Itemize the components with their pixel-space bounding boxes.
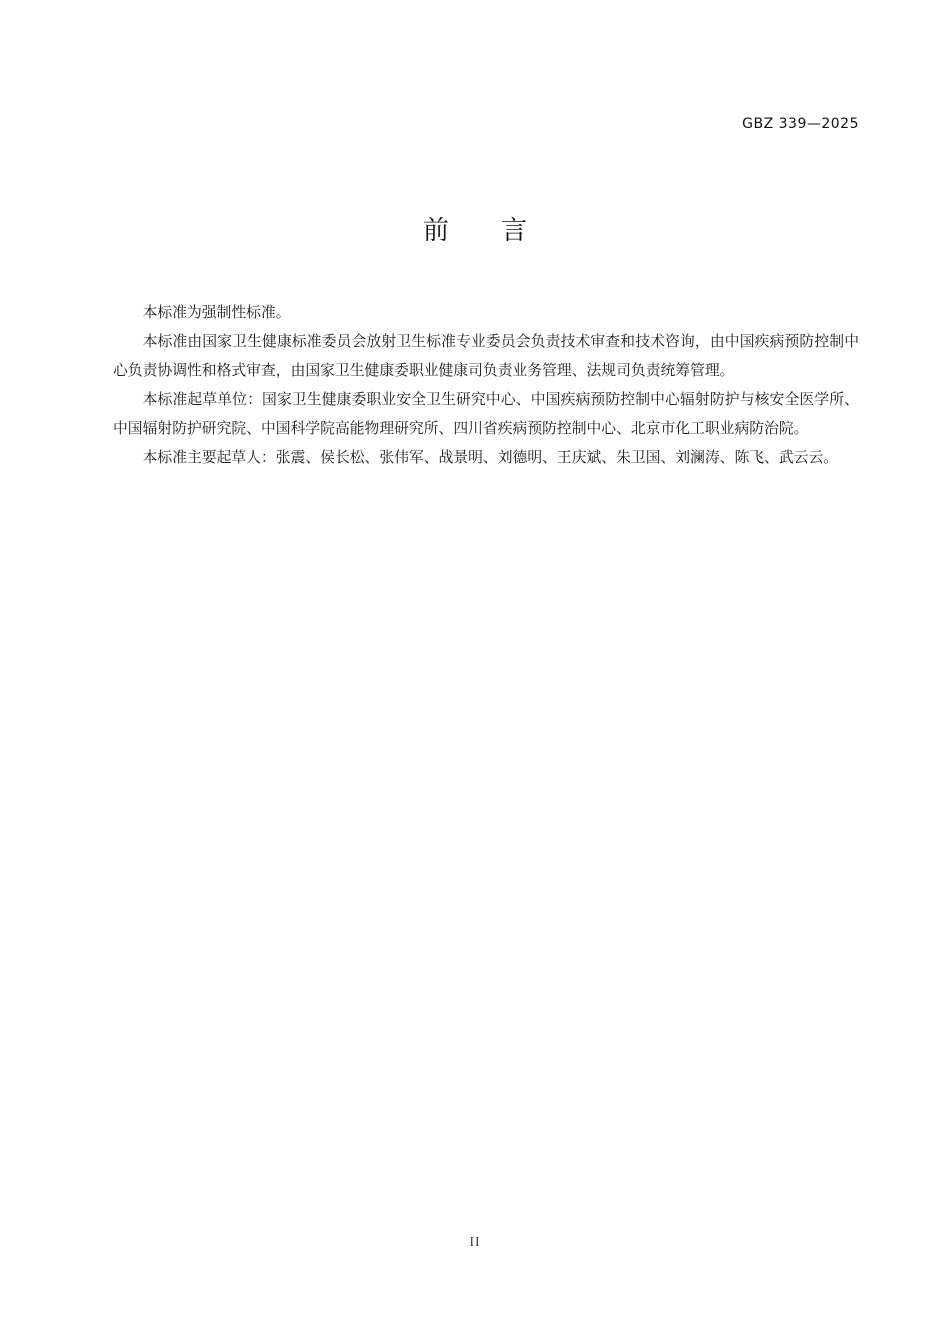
paragraph-drafters: 本标准主要起草人：张震、侯长松、张伟军、战景明、刘德明、王庆斌、朱卫国、刘澜涛、陈飞、武云云。 — [142, 449, 839, 466]
paragraph-responsibility: 本标准由国家卫生健康标准委员会放射卫生标准专业委员会负责技术审查和技术咨询，由中国疾病预防控制中心负责协调性和格式审查，由国家卫生健康委职业健康司负责业务管理、法规司负责统筹管理。 — [113, 333, 859, 379]
paragraph-drafting-units: 本标准起草单位：国家卫生健康委职业安全卫生研究中心、中国疾病预防控制中心辐射防护与核安全医学所、中国辐射防护研究院、中国科学院高能物理研究所、四川省疾病预防控制中心、北京市化工职业病防治院。 — [113, 391, 859, 437]
page-number: II — [469, 1235, 481, 1250]
foreword-body — [113, 298, 859, 472]
page-title: 前言 — [422, 216, 579, 246]
standard-code: GBZ 339—2025 — [742, 116, 859, 132]
paragraph-mandatory: 本标准为强制性标准。 — [142, 304, 291, 321]
